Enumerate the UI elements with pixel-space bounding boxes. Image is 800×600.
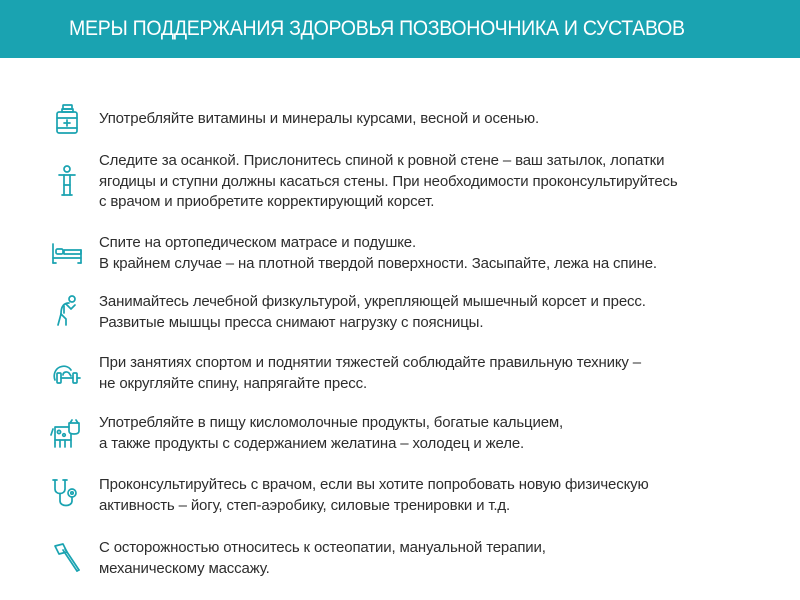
item-text-line: В крайнем случае – на плотной твердой поверхности. Засыпайте, лежа на спине. xyxy=(99,254,657,272)
page-title: МЕРЫ ПОДДЕРЖАНИЯ ЗДОРОВЬЯ ПОЗВОНОЧНИКА И СУСТАВОВ xyxy=(69,17,685,40)
vitamin-jar-icon xyxy=(50,102,84,136)
exercising-person-icon xyxy=(50,294,84,328)
item-text-line: Употребляйте витамины и минералы курсами, весной и осенью. xyxy=(99,110,539,127)
item-text-line: Развитые мышцы пресса снимают нагрузку с поясницы. xyxy=(99,313,484,331)
stethoscope-icon xyxy=(50,477,84,511)
item-text-line: ягодицы и ступни должны касаться стены. При необходимости проконсультируйтесь xyxy=(99,172,678,190)
item-text-line: Проконсультируйтесь с врачом, если вы хотите попробовать новую физическую xyxy=(99,476,649,493)
item-text-line: Спите на ортопедическом матрасе и подушке. xyxy=(99,234,417,251)
item-text-line: Употребляйте в пищу кисломолочные продукты, богатые кальцием, xyxy=(99,414,564,431)
standing-person-icon xyxy=(50,164,84,198)
item-text-line: а также продукты с содержанием желатина – холодец и желе. xyxy=(99,434,525,452)
item-text-line: Занимайтесь лечебной физкультурой, укрепляющей мышечный корсет и пресс. xyxy=(99,293,646,310)
bed-icon xyxy=(50,236,84,270)
reflex-hammer-icon xyxy=(50,541,84,575)
item-text-line: не округляйте спину, напрягайте пресс. xyxy=(99,374,367,392)
cow-icon xyxy=(50,417,84,451)
item-text-line: с врачом и приобретите корректирующий корсет. xyxy=(99,193,435,210)
item-text-line: активность – йогу, степ-аэробику, силовые тренировки и т.д. xyxy=(99,496,511,514)
item-text-line: При занятиях спортом и поднятии тяжестей соблюдайте правильную технику – xyxy=(99,354,641,371)
dumbbell-hand-icon xyxy=(50,356,84,390)
header-bar xyxy=(0,0,800,58)
item-text-line: механическому массажу. xyxy=(99,559,270,577)
item-text-line: Следите за осанкой. Прислонитесь спиной к ровной стене – ваш затылок, лопатки xyxy=(99,152,665,169)
item-text-line: С осторожностью относитесь к остеопатии, мануальной терапии, xyxy=(99,539,546,556)
